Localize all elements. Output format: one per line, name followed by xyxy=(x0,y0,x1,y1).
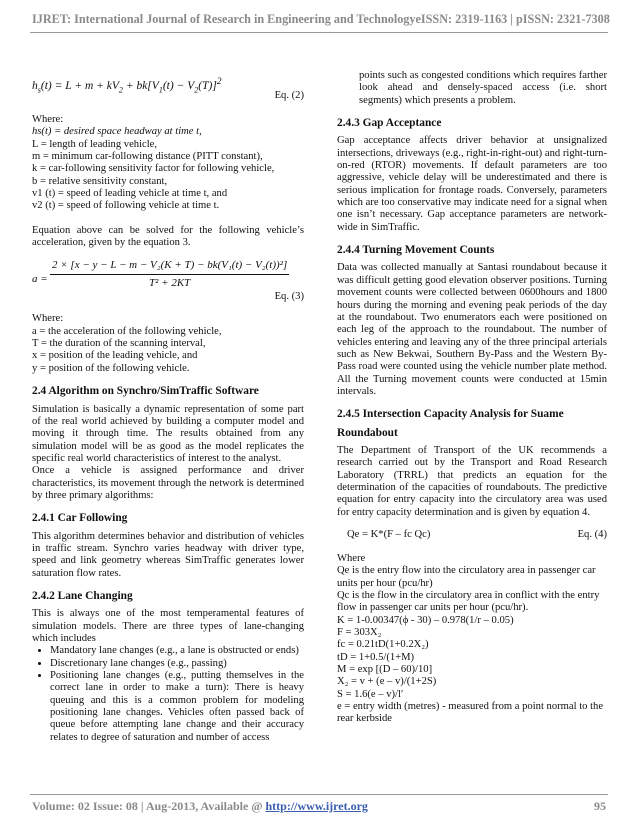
equation-3 xyxy=(32,259,304,303)
where-label: Where: xyxy=(32,114,64,125)
definition: y = position of the following vehicle. xyxy=(32,362,190,374)
definition: e = entry width (metres) - measured from a point normal to the rear kerbside xyxy=(337,701,604,725)
definition: v2 (t) = speed of following vehicle at time t. xyxy=(32,200,220,212)
where-label: Where xyxy=(337,553,366,564)
definition: k = car-following sensitivity factor for following vehicle, xyxy=(32,163,275,175)
running-header xyxy=(32,12,610,27)
journal-link[interactable]: http://www.ijret.org xyxy=(265,799,368,813)
paragraph: This is always one of the most temperamental features of simulation models. There are three types of lane-changing which includes xyxy=(32,608,304,644)
equation-3-numerator: 2 × [x − y − L − m − V₂(K + T) − bk(V₁(t) − V₂(t))²] xyxy=(50,259,289,274)
footer-prefix: Volume: 02 Issue: 08 | Aug-2013, Available @ xyxy=(32,799,266,813)
definition: m = minimum car-following distance (PITT constant), xyxy=(32,151,263,163)
section-heading-2-4-1: 2.4.1 Car Following xyxy=(32,512,128,525)
footer-rule xyxy=(30,794,608,795)
paragraph: Once a vehicle is assigned performance and driver characteristics, its movement through the network is determined by three primary algorithms: xyxy=(32,465,304,501)
issn: eISSN: 2319-1163 | pISSN: 2321-7308 xyxy=(415,12,610,26)
definition: b = relative sensitivity constant, xyxy=(32,175,168,187)
definition: F = 303X₂ xyxy=(337,627,382,639)
paragraph: Data was collected manually at Santasi roundabout because it was difficult getting good elevation observer positions. Turning movement counts were collected between 0600hours and 1800 hours during the morning and evening peak periods of the day at the roundabout. Two enumerators each were positioned on each leg of the approach to the roundabout. The number of vehicles entering and leaving any of the three principal arterials such as New Bekwai, Southern By-Pass and the Western By-Pass road were counted using the vehicle number plate method. All the Turning movement counts were conducted at 15min intervals. xyxy=(337,262,607,397)
definition: Qc is the flow in the circulatory area in conflict with the entry flow in passenger car units per hour (pcu/hr). xyxy=(337,590,600,614)
page-number: 95 xyxy=(594,799,606,813)
paragraph: Gap acceptance affects driver behavior at unsignalized intersections, driveways (e.g., right-in-right-out) and right-turn-on-red (RTOR) movements. If default parameters are too aggressive, vehicle delay will be underestimated and there is serious implication for frontage roads. Conversely, parameters which are too conservative may indicate need for a signal when one isn’t necessary. Gap acceptance parameters are network-wide in SimTraffic. xyxy=(337,135,607,233)
equation-3-lhs: a = xyxy=(32,273,48,286)
paragraph: Equation above can be solved for the following vehicle’s acceleration, given by the equation 3. xyxy=(32,224,304,249)
list-item: • Mandatory lane changes (e.g., a lane is obstructed or ends) xyxy=(50,645,304,657)
paragraph: This algorithm determines behavior and distribution of vehicles in traffic stream. Synchro varies headway with driver type, speed and link geometry whereas SimTraffic generates lower saturation flow rates. xyxy=(32,530,304,579)
definition: x = position of the leading vehicle, and xyxy=(32,350,198,362)
section-heading-2-4-5: 2.4.5 Intersection Capacity Analysis for Suame xyxy=(337,408,564,421)
section-heading-roundabout: Roundabout xyxy=(337,426,398,439)
equation-2-formula: $h_s(t) = L + m + kV_2 + bk[V_1(t) - V_2(T)]^2$ xyxy=(32,76,222,95)
definition: M = exp [(D – 60)/10] xyxy=(337,664,433,676)
definition: S = 1.6(e – v)/l′ xyxy=(337,688,404,700)
paragraph: Simulation is basically a dynamic representation of some part of the real world achieved by building a computer model and moving it through time. The results obtained from any simulation model will be as good as the model replicates the specific real world characteristics of interest to the analyst. xyxy=(32,403,304,464)
running-footer xyxy=(32,799,606,814)
right-column xyxy=(337,70,607,726)
section-heading-2-4: 2.4 Algorithm on Synchro/SimTraffic Software xyxy=(32,385,259,398)
list-item: • Discretionary lane changes (e.g., passing) xyxy=(50,658,304,670)
header-rule xyxy=(30,32,608,33)
equation-4 xyxy=(337,529,607,543)
paragraph: The Department of Transport of the UK recommends a research carried out by the Transport and Road Research Laboratory (TRRL) that predicts an equation for the determination of the capacities of roundabouts. The predictive equation for entry capacity into the circulatory area was used for entry capacity determination and is given by equation 4. xyxy=(337,444,607,518)
equation-4-formula: Qe = K*(F – fc Qc) xyxy=(347,529,431,540)
definition: Qe is the entry flow into the circulatory area in passenger car units per hour (pcu/hr) xyxy=(337,565,596,589)
definition: v1 (t) = speed of leading vehicle at time t, and xyxy=(32,188,228,200)
equation-2-label: Eq. (2) xyxy=(274,90,304,101)
footer-volume xyxy=(32,799,368,814)
journal-name: IJRET: International Journal of Research in Engineering and Technology xyxy=(32,12,416,26)
equation-3-denominator: T² + 2KT xyxy=(148,276,191,289)
section-heading-2-4-3: 2.4.3 Gap Acceptance xyxy=(337,117,442,130)
definition: fc = 0.21tD(1+0.2X₂) xyxy=(337,639,429,651)
equation-2 xyxy=(32,76,304,102)
definition: L = length of leading vehicle, xyxy=(32,138,158,150)
definition: hs(t) = desired space headway at time t, xyxy=(32,126,202,138)
equation-3-fraction xyxy=(50,259,289,289)
where-label: Where: xyxy=(32,313,64,325)
paragraph: points such as congested conditions which requires farther look ahead and densely-spaced access (i.e. short segments) which presents a problem. xyxy=(359,70,607,106)
definition: a = the acceleration of the following vehicle, xyxy=(32,325,222,337)
equation-3-label: Eq. (3) xyxy=(274,291,304,303)
left-column xyxy=(32,76,304,744)
section-heading-2-4-2: 2.4.2 Lane Changing xyxy=(32,589,133,602)
lane-change-list xyxy=(32,645,304,744)
section-heading-2-4-4: 2.4.4 Turning Movement Counts xyxy=(337,244,495,257)
list-item: • Positioning lane changes (e.g., putting themselves in the correct lane in order to make a turn): There is heavy queuing and this is a common problem for modeling positioning lane changes. Vehicles often passed back of queue before attempting lane change and their accuracy relates to degree of saturation and number of access xyxy=(50,670,304,744)
definition: tD = 1+0.5/(1+M) xyxy=(337,651,415,663)
definition: X₂ = v + (e – v)/(1+2S) xyxy=(337,676,437,688)
definition: K = 1-0.00347(ϕ - 30) – 0.978(1/r – 0.05) xyxy=(337,614,514,626)
equation-4-label: Eq. (4) xyxy=(577,529,607,540)
definition: T = the duration of the scanning interval, xyxy=(32,338,206,350)
